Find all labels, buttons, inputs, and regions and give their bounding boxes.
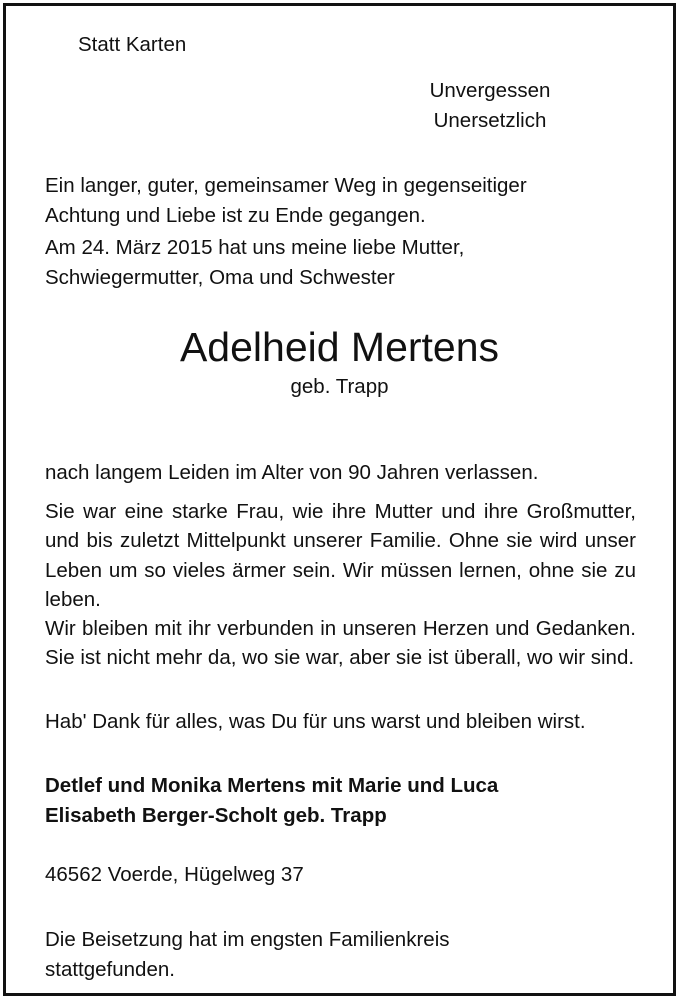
body-paragraph-2: Sie war eine starke Frau, wie ihre Mutter und ihre Großmutter, und bis zuletzt Mittelpunkt unserer Familie. Ohne sie wird unser Leben um so vieles ärmer sein. Wir müssen lernen, ohne sie zu leben. [45,499,636,611]
statt-karten-label: Statt Karten [78,33,187,56]
intro-line-3: Am 24. März 2015 hat uns meine liebe Mutter, [45,236,465,259]
mourners-line-1: Detlef und Monika Mertens mit Marie und Luca [45,774,499,797]
deceased-name: Adelheid Mertens [179,324,500,370]
intro-line-4: Schwiegermutter, Oma und Schwester [45,265,395,289]
intro-paragraph-2 [45,233,635,292]
motto [395,76,585,135]
intro-paragraph-1 [45,171,635,230]
burial-line-1: Die Beisetzung hat im engsten Familienkreis [45,928,450,951]
burial-notice [45,925,450,984]
body-paragraph-4: Hab' Dank für alles, was Du für uns warst und bleiben wirst. [45,709,586,733]
motto-line-1: Unvergessen [429,79,551,102]
mourners-line-2: Elisabeth Berger-Scholt geb. Trapp [45,803,387,827]
mourners [45,771,498,830]
address: 46562 Voerde, Hügelweg 37 [45,863,304,886]
intro-line-2: Achtung und Liebe ist zu Ende gegangen. [45,203,426,227]
burial-line-2: stattgefunden. [45,957,175,981]
body-paragraph-1: nach langem Leiden im Alter von 90 Jahren verlassen. [45,460,539,484]
motto-line-2: Unersetzlich [433,108,547,132]
intro-line-1: Ein langer, guter, gemeinsamer Weg in gegenseitiger [45,174,527,197]
body-paragraph-3: Wir bleiben mit ihr verbunden in unseren Herzen und Gedanken. Sie ist nicht mehr da, wo sie war, aber sie ist überall, wo wir sind. [45,616,636,669]
birth-name: geb. Trapp [290,375,389,398]
